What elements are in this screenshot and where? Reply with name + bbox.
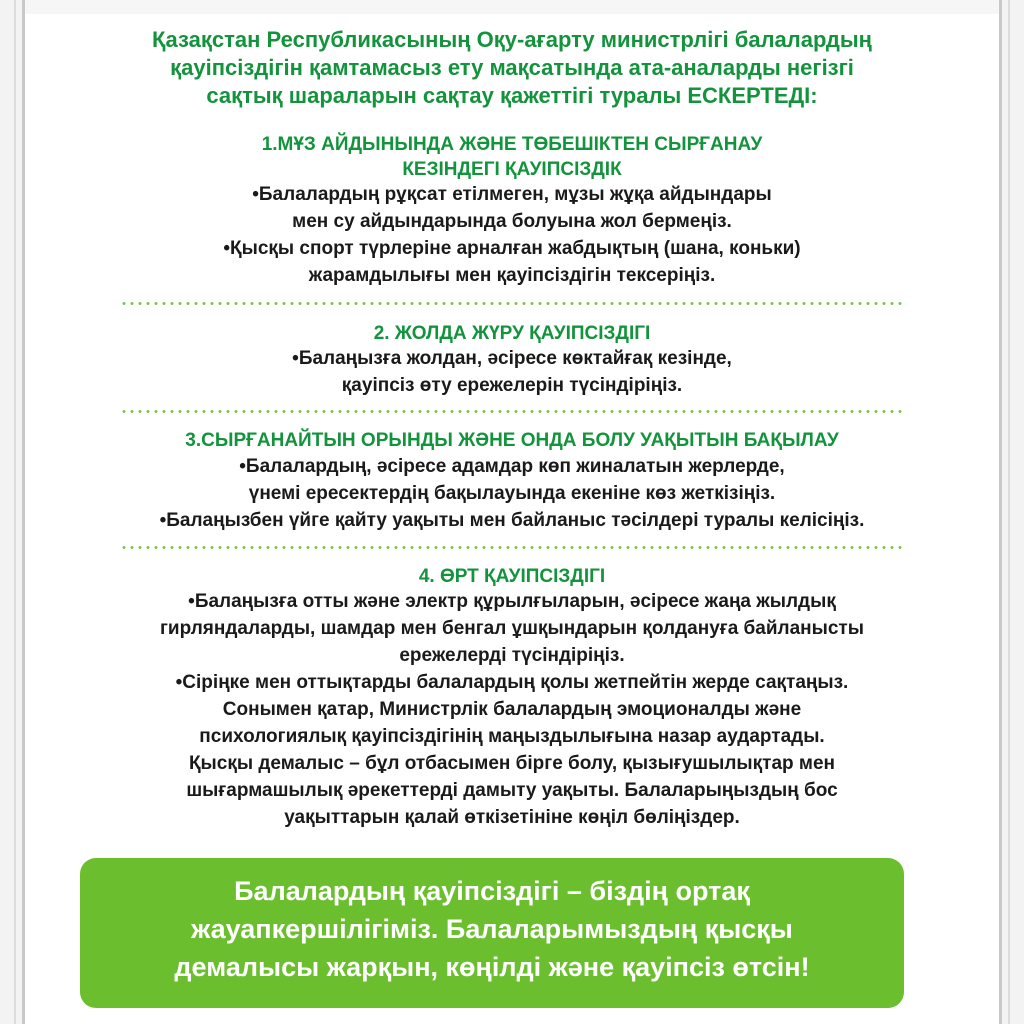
body-line: •Сіріңке мен оттықтарды балалардың қолы жетпейтін жерде сақтаңыз. [175, 672, 849, 693]
top-band [0, 0, 1024, 14]
body-line: •Балаңызға отты және электр құрылғыларын, әсіресе жаңа жылдық [188, 591, 836, 612]
dotted-divider [120, 546, 904, 549]
body-line: Сонымен қатар, Министрлік балалардың эмоционалды және [222, 699, 802, 720]
body-line: •Балалардың рұқсат етілмеген, мұзы жұқа айдындары [252, 184, 772, 205]
closing-banner [80, 858, 904, 1008]
body-line: шығармашылық әрекеттерді дамыту уақыты. Балаларыңыздың бос [186, 780, 838, 801]
body-line: гирляндаларды, шамдар мен бенгал ұшқындарын қолдануға байланысты [160, 618, 864, 639]
intro-heading [40, 26, 984, 110]
body-line: ережелерді түсіндіріңіз. [399, 645, 625, 666]
body-line: үнемі ересектердің бақылауында екеніне көз жеткізіңіз. [248, 483, 776, 504]
document-page [40, 14, 984, 1024]
section-4-title [40, 564, 984, 589]
body-line: •Балалардың, әсіресе адамдар көп жиналатын жерлерде, [239, 456, 785, 477]
banner-text [80, 872, 904, 986]
banner-line: жауапкершілігіміз. Балаларымыздың қысқы [191, 914, 793, 944]
intro-line: сақтық шараларын сақтау қажеттігі туралы ЕСКЕРТЕДІ: [206, 83, 818, 108]
section-2-body [40, 345, 984, 399]
section-title-line: 3.СЫРҒАНАЙТЫН ОРЫНДЫ ЖӘНЕ ОНДА БОЛУ УАҚЫТЫН БАҚЫЛАУ [185, 430, 839, 451]
body-line: мен су айдындарында болуына жол бермеңіз. [292, 211, 732, 232]
section-3-title [40, 428, 984, 453]
intro-line: қауіпсіздігін қамтамасыз ету мақсатында ата-аналарды негізгі [170, 55, 854, 80]
banner-line: демалысы жарқын, көңілді және қауіпсіз өтсін! [174, 952, 810, 982]
body-line: қауіпсіз өту ережелерін түсіндіріңіз. [341, 375, 683, 396]
body-line: психологиялық қауіпсіздігінің маңыздылығына назар аудартады. [199, 726, 825, 747]
body-line: •Балаңызбен үйге қайту уақыты мен байланыс тәсілдері туралы келісіңіз. [159, 510, 865, 531]
section-title-line: 1.МҰЗ АЙДЫНЫНДА ЖӘНЕ ТӨБЕШІКТЕН СЫРҒАНАУ [261, 134, 763, 155]
body-line: уақыттарын қалай өткізетініне көңіл бөліңіздер. [284, 807, 740, 828]
section-2-title [40, 321, 984, 346]
section-4-body [40, 588, 984, 831]
body-line: Қысқы демалыс – бұл отбасымен бірге болу, қызығушылықтар мен [188, 753, 836, 774]
body-line: •Балаңызға жолдан, әсіресе көктайғақ кезінде, [292, 348, 732, 369]
section-1-body [40, 181, 984, 289]
left-page-edge [0, 0, 25, 1024]
dotted-divider [120, 302, 904, 305]
right-page-edge [999, 0, 1024, 1024]
intro-line: Қазақстан Республикасының Оқу-ағарту министрлігі балалардың [152, 27, 872, 52]
section-title-line: 2. ЖОЛДА ЖҮРУ ҚАУІПСІЗДІГІ [373, 323, 651, 344]
section-title-line: 4. ӨРТ ҚАУІПСІЗДІГІ [418, 566, 606, 587]
section-1-title [40, 132, 984, 182]
section-3-body [40, 453, 984, 534]
body-line: жарамдылығы мен қауіпсіздігін тексеріңіз. [308, 265, 716, 286]
body-line: •Қысқы спорт түрлеріне арналған жабдықтың (шана, коньки) [223, 238, 801, 259]
section-title-line: КЕЗІНДЕГІ ҚАУІПСІЗДІК [402, 159, 622, 180]
banner-line: Балалардың қауіпсіздігі – біздің ортақ [234, 876, 750, 906]
dotted-divider [120, 410, 904, 413]
